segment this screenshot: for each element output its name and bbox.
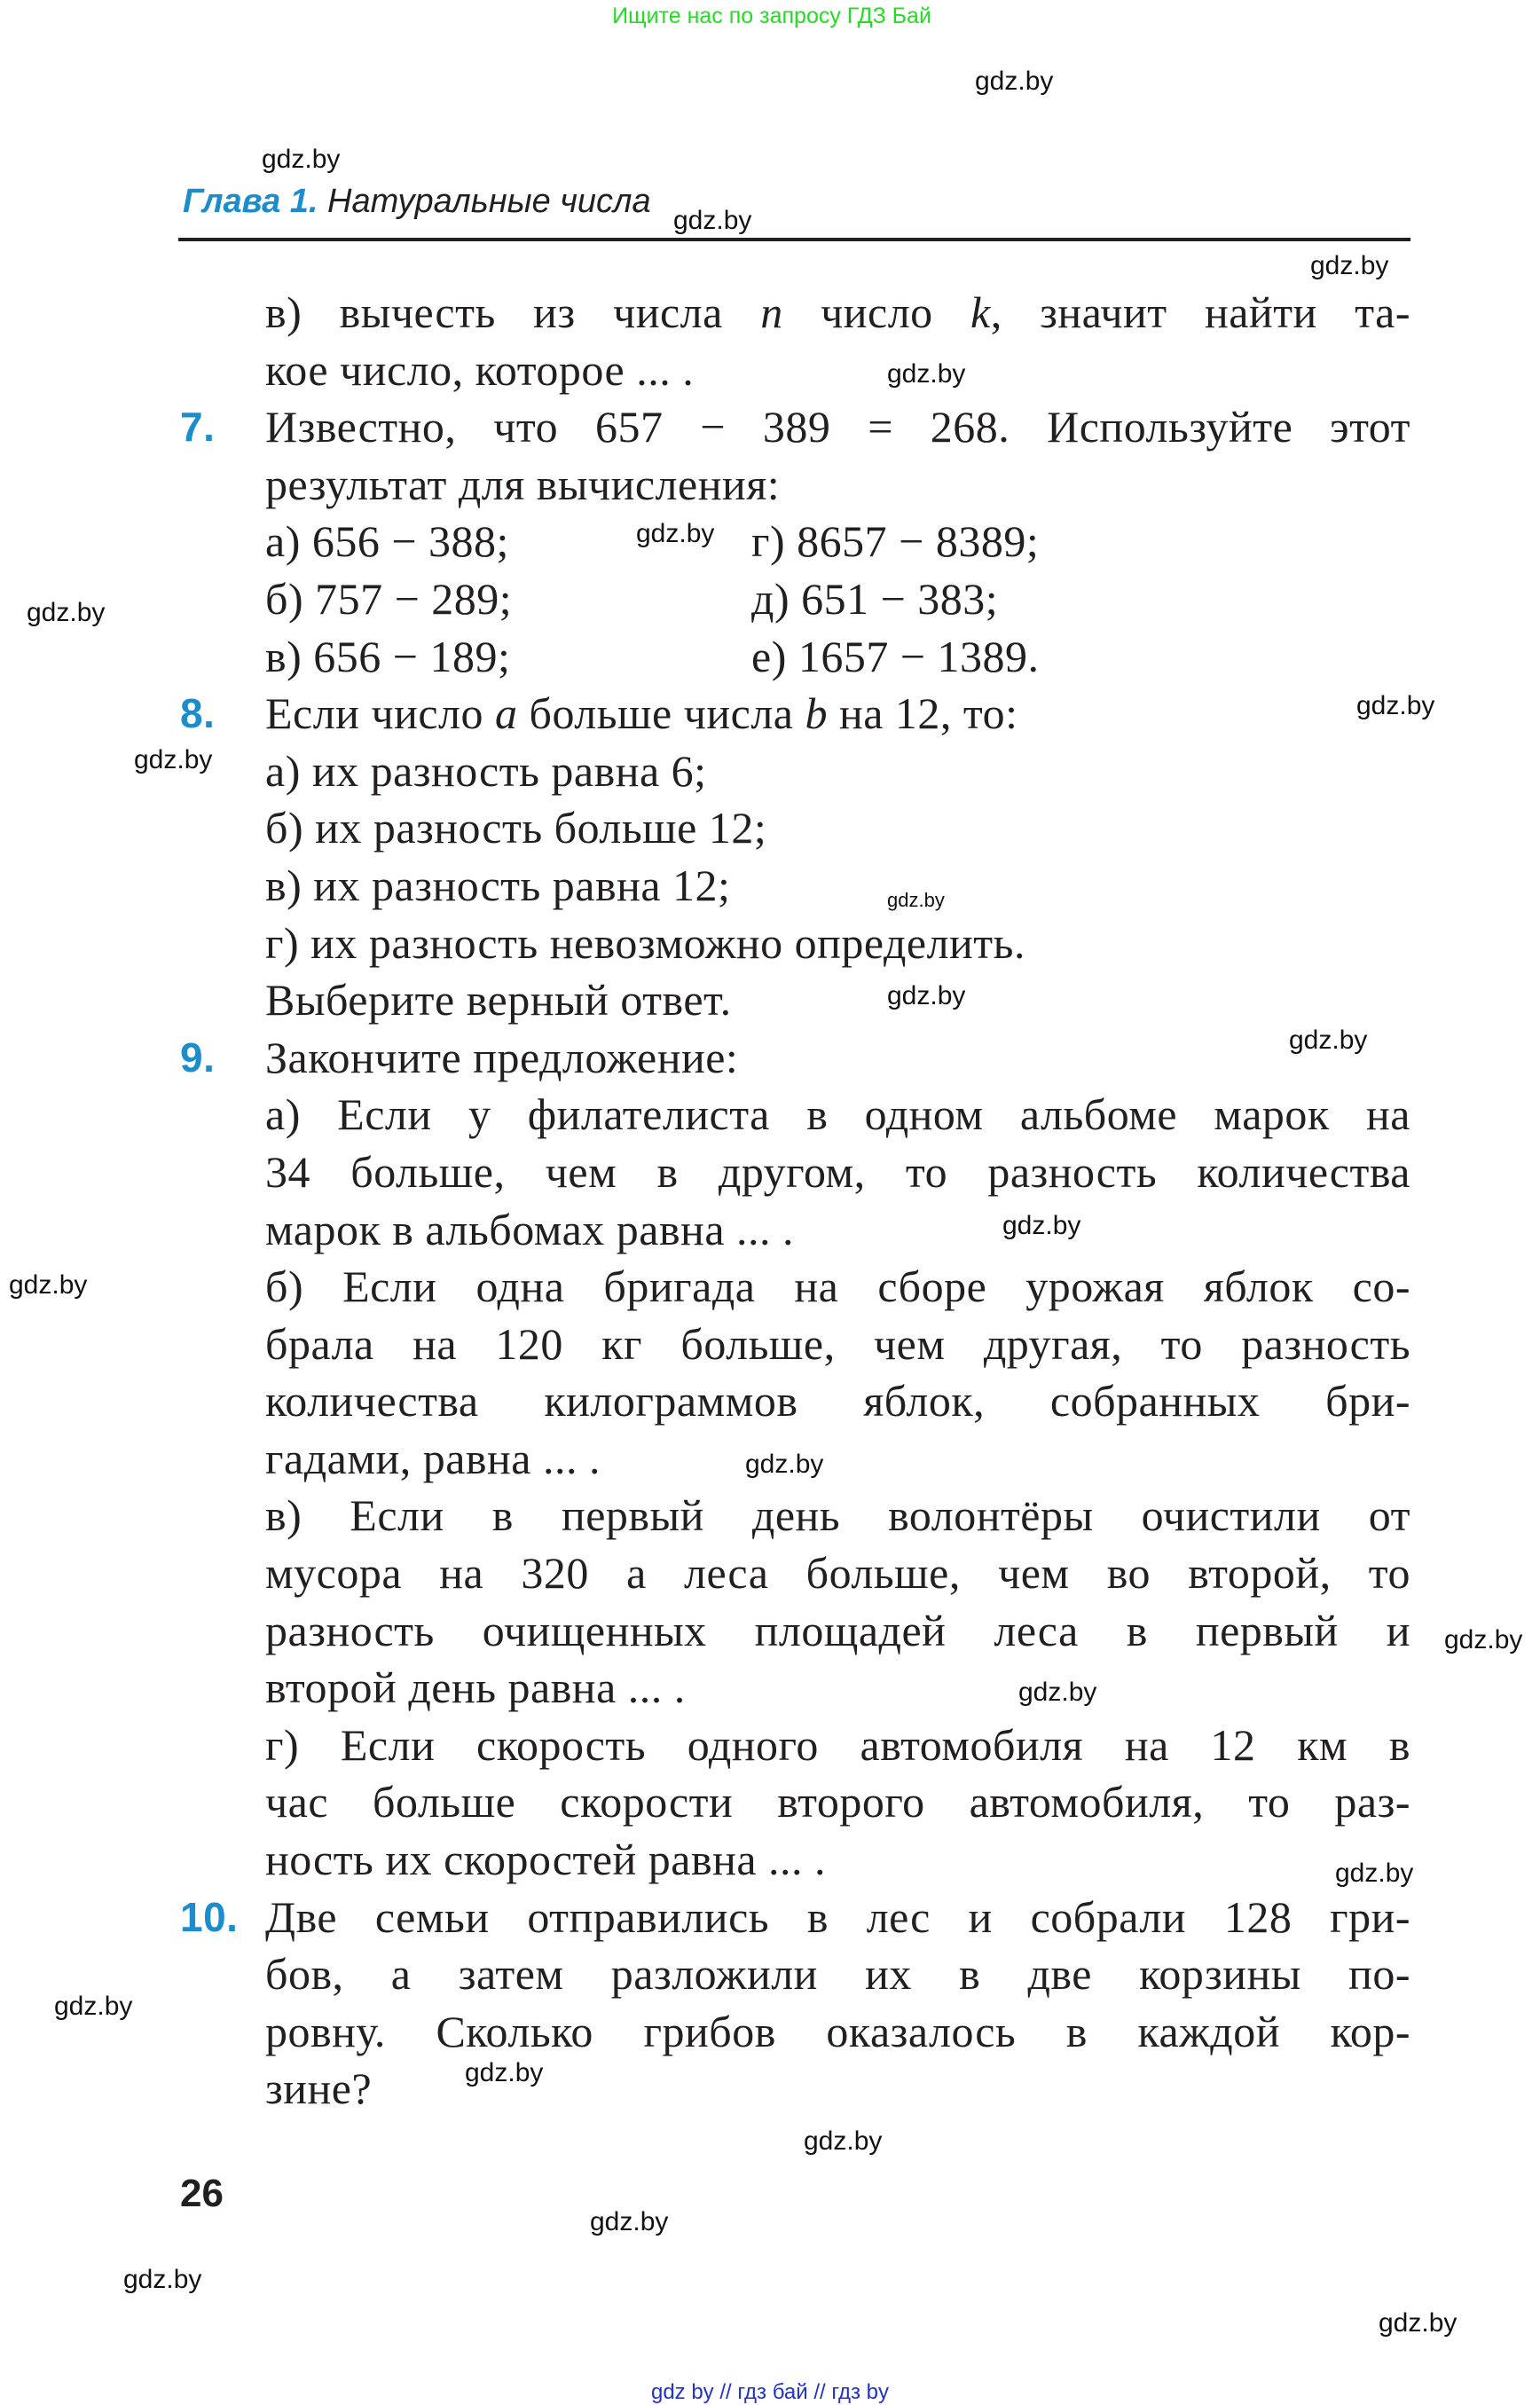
text-segment: Закончите предложение: — [265, 1032, 739, 1082]
watermark: gdz.by — [887, 981, 966, 1010]
watermark: gdz.by — [465, 2058, 544, 2087]
text-segment: больше числа — [517, 688, 805, 739]
text-segment: ность их скоростей равна ... . — [265, 1835, 827, 1885]
text-line — [265, 1717, 1410, 1774]
watermark: gdz.by — [262, 145, 341, 174]
text-segment: результат для вычисления: — [265, 459, 781, 509]
text-segment: на 12, то: — [827, 688, 1018, 739]
exercise-start-line — [180, 1029, 1410, 1087]
text-segment: в) их разность равна 12; — [265, 860, 731, 910]
watermark: gdz.by — [27, 598, 106, 627]
text-segment: г) их разность невозможно определить. — [265, 917, 1025, 968]
variable: b — [805, 688, 828, 739]
watermark: gdz.by — [1289, 1026, 1368, 1055]
text-line — [265, 342, 1410, 399]
right-column-item: д) 651 − 383; — [751, 573, 999, 624]
text-line — [265, 2003, 1410, 2061]
text-segment: а) их разность равна 6; — [265, 745, 707, 796]
watermark: gdz.by — [975, 67, 1054, 96]
variable: n — [760, 287, 783, 337]
text-segment: зине? — [265, 2063, 373, 2114]
text-segment: Если число — [265, 688, 495, 739]
text-segment: разность очищенных площадей леса в первый и — [265, 1605, 1410, 1655]
text-line — [265, 971, 1410, 1029]
text-line — [265, 915, 1410, 972]
watermark: gdz.by — [673, 206, 752, 235]
chapter-title: Натуральные числа — [318, 183, 651, 220]
text-segment: б) 757 − 289; — [265, 573, 513, 624]
watermark: gdz.by — [1018, 1678, 1097, 1707]
text-line — [265, 2060, 1410, 2118]
text-segment: мусора на 320 а леса больше, чем во второй, то — [265, 1548, 1410, 1599]
bottom-site-links[interactable]: gdz by // гдз бай // гдз by — [650, 2380, 890, 2404]
chapter-header — [183, 183, 651, 221]
text-segment: в) вычесть из числа — [265, 287, 761, 337]
exercise-number: 9. — [180, 1034, 216, 1081]
text-segment: г) Если скорость одного автомобиля на 12 км в — [265, 1719, 1410, 1770]
variable: a — [495, 688, 518, 739]
watermark: gdz.by — [1356, 691, 1435, 720]
text-segment: в) Если в первый день волонтёры очистили от — [265, 1490, 1410, 1541]
text-line — [265, 1487, 1410, 1544]
watermark: gdz.by — [1310, 251, 1389, 280]
watermark: gdz.by — [887, 359, 966, 389]
text-segment: брала на 120 кг больше, чем другая, то разность — [265, 1318, 1410, 1369]
text-line — [265, 1831, 1410, 1889]
chapter-number: Глава 1. — [183, 183, 318, 220]
watermark: gdz.by — [134, 745, 213, 774]
text-line — [265, 513, 1410, 570]
text-line — [265, 743, 1410, 800]
text-line — [265, 1602, 1410, 1660]
text-line — [265, 1201, 1410, 1259]
text-line — [265, 1086, 1410, 1144]
watermark: gdz.by — [1379, 2308, 1458, 2338]
text-line — [265, 1144, 1410, 1201]
text-line — [265, 1773, 1410, 1831]
watermark: gdz.by — [123, 2265, 202, 2294]
right-column-item: г) 8657 − 8389; — [751, 516, 1040, 567]
exercise-start-line — [180, 1889, 1410, 1946]
header-divider — [178, 238, 1410, 241]
text-segment: а) Если у филателиста в одном альбоме марок на — [265, 1089, 1410, 1140]
text-segment: а) 656 − 388; — [265, 516, 509, 567]
text-line — [265, 857, 1410, 915]
exercise-text — [180, 284, 1410, 2118]
watermark: gdz.by — [590, 2207, 669, 2236]
exercise-number: 10. — [180, 1893, 239, 1940]
text-segment: Две семьи отправились в лес и собрали 128 гри- — [265, 1891, 1410, 1942]
exercise-start-line — [180, 398, 1410, 456]
text-segment: , значит найти та- — [990, 287, 1410, 337]
variable: k — [970, 287, 991, 337]
text-segment: бов, а затем разложили их в две корзины по- — [265, 1949, 1410, 2000]
watermark: gdz.by — [745, 1450, 824, 1479]
text-line — [265, 1659, 1410, 1717]
text-line — [265, 1945, 1410, 2003]
text-segment: б) Если одна бригада на сборе урожая яблок со- — [265, 1261, 1410, 1312]
exercise-number: 7. — [180, 404, 216, 451]
text-segment: 34 больше, чем в другом, то разность количества — [265, 1146, 1410, 1197]
text-line — [265, 628, 1410, 686]
top-search-note: Ищите нас по запросу ГДЗ Бай — [612, 4, 931, 28]
text-segment: час больше скорости второго автомобиля, то раз- — [265, 1777, 1410, 1827]
text-segment: Выберите верный ответ. — [265, 975, 732, 1026]
text-segment: ровну. Сколько грибов оказалось в каждой кор- — [265, 2006, 1410, 2056]
text-line — [265, 1544, 1410, 1602]
text-segment: в) 656 − 189; — [265, 631, 511, 681]
exercise-start-line — [180, 685, 1410, 743]
text-segment: количества килограммов яблок, собранных бри- — [265, 1376, 1410, 1426]
text-line — [265, 799, 1410, 857]
right-column-item: е) 1657 − 1389. — [751, 631, 1040, 681]
text-segment: кое число, которое ... . — [265, 344, 695, 395]
text-line — [265, 1430, 1410, 1488]
text-segment: число — [782, 287, 971, 337]
text-segment: марок в альбомах равна ... . — [265, 1204, 795, 1254]
watermark: gdz.by — [1002, 1211, 1081, 1240]
text-segment: второй день равна ... . — [265, 1662, 686, 1713]
text-segment: б) их разность больше 12; — [265, 803, 767, 853]
text-segment: гадами, равна ... . — [265, 1433, 601, 1483]
text-line — [265, 1316, 1410, 1373]
watermark: gdz.by — [54, 1992, 133, 2021]
watermark: gdz.by — [1444, 1625, 1523, 1654]
watermark: gdz.by — [804, 2126, 883, 2156]
text-line — [265, 284, 1410, 342]
text-line — [265, 1258, 1410, 1316]
page-number: 26 — [180, 2172, 224, 2215]
text-line — [265, 1372, 1410, 1430]
text-line — [265, 570, 1410, 628]
text-segment: Известно, что 657 − 389 = 268. Используйте этот — [265, 402, 1410, 452]
watermark: gdz.by — [887, 889, 945, 911]
watermark: gdz.by — [9, 1270, 88, 1300]
text-line — [265, 456, 1410, 514]
watermark: gdz.by — [636, 519, 715, 548]
exercise-number: 8. — [180, 690, 216, 737]
watermark: gdz.by — [1335, 1859, 1414, 1888]
